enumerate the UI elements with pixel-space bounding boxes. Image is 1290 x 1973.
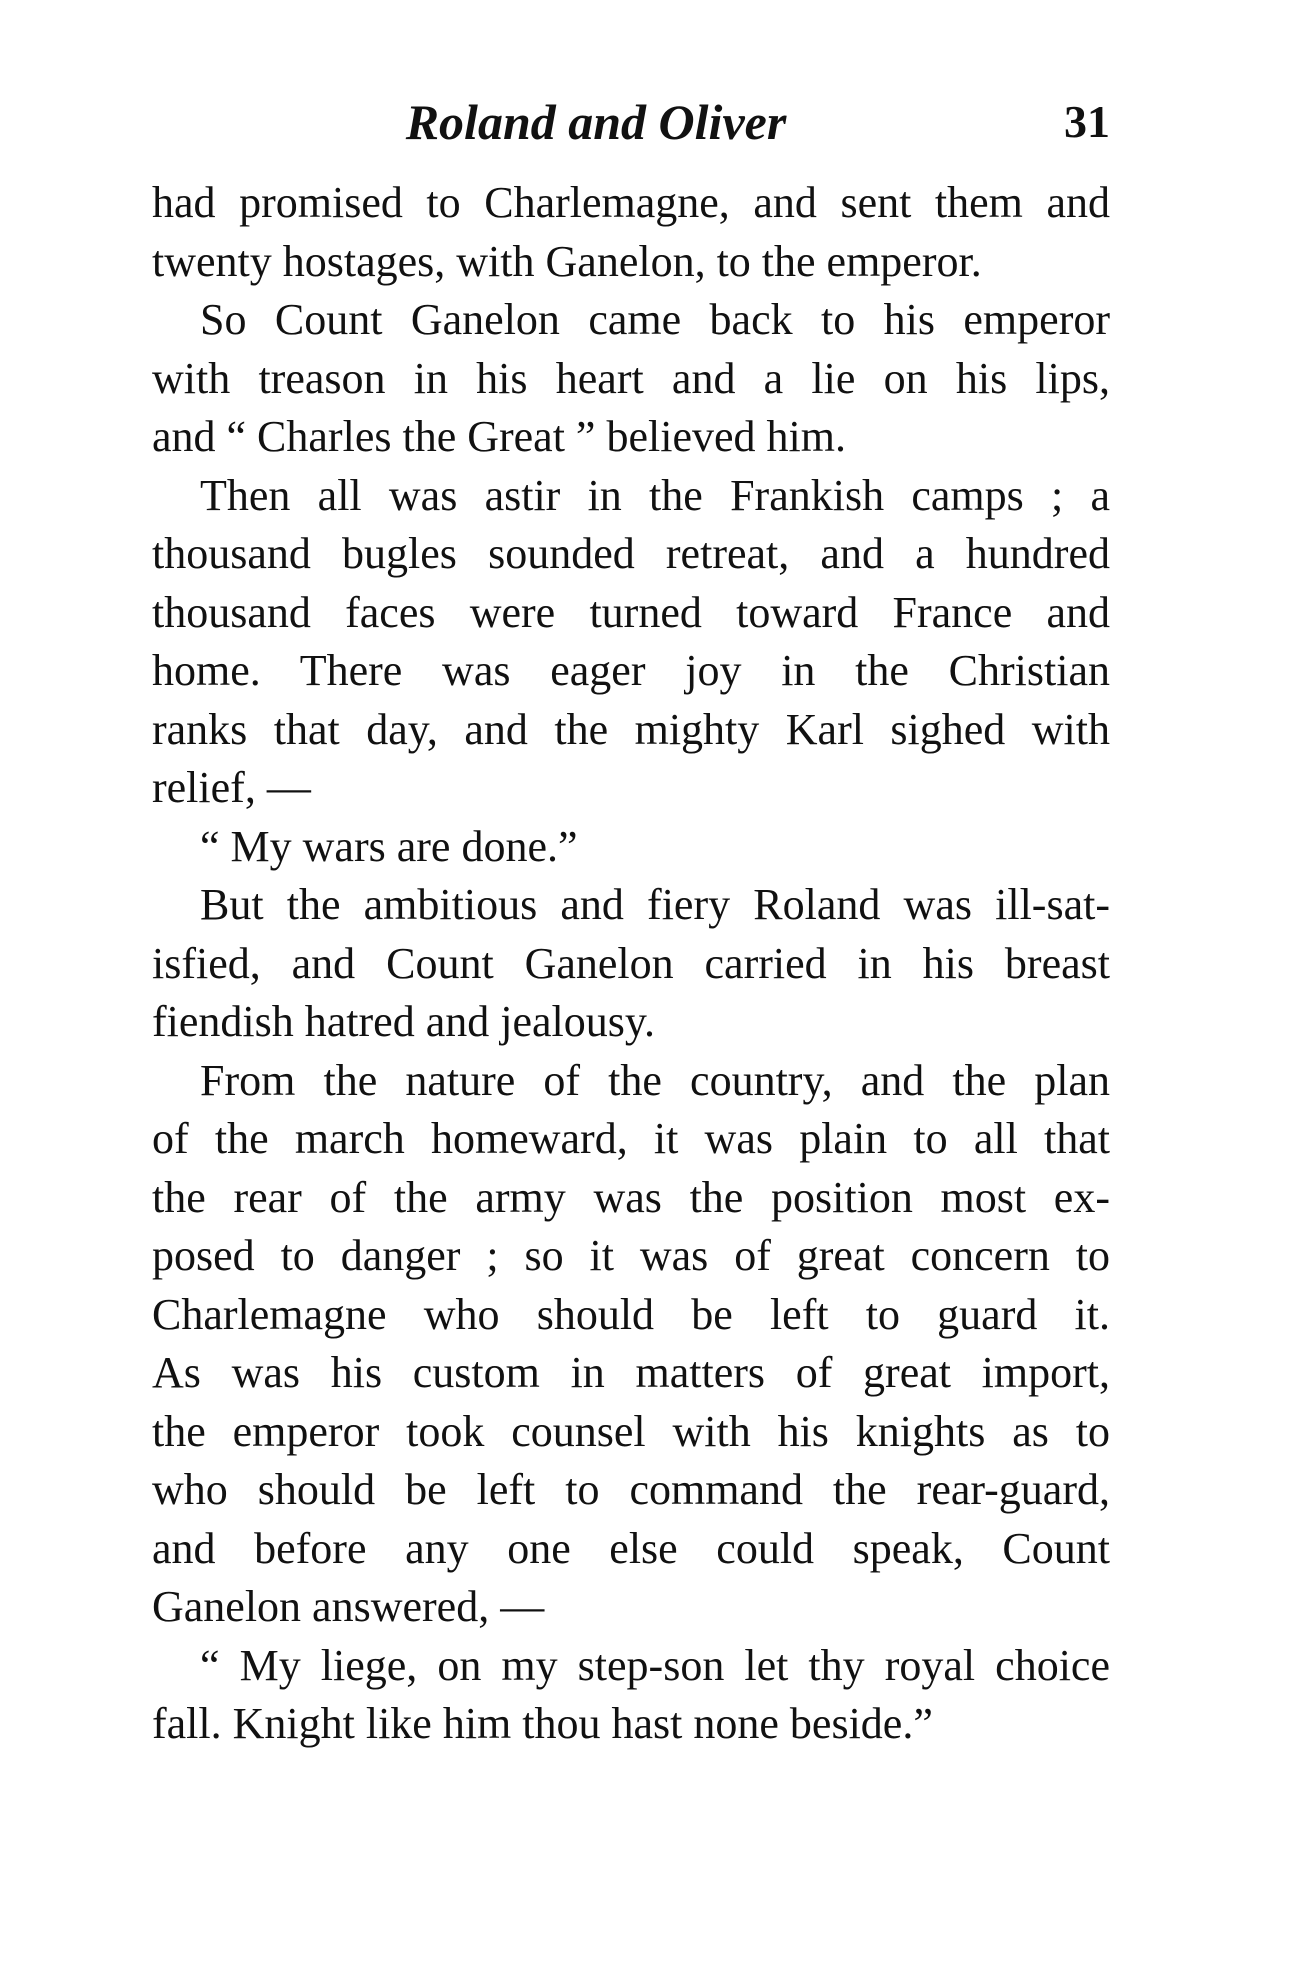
text-line: Then all was astir in the Frankish camps ; a: [200, 470, 1110, 520]
text-line: fiendish hatred and jealousy.: [152, 997, 655, 1046]
text-line: home. There was eager joy in the Christian: [152, 646, 1110, 695]
page-number: 31: [1064, 96, 1110, 147]
text-line: who should be left to command the rear-guard,: [152, 1465, 1110, 1514]
running-head: [152, 92, 1110, 152]
text-line: Charlemagne who should be left to guard it.: [152, 1289, 1110, 1339]
text-line: with treason in his heart and a lie on his lips,: [152, 353, 1110, 403]
text-line: isfied, and Count Ganelon carried in his breast: [152, 938, 1110, 988]
text-line: “ My wars are done.”: [200, 821, 578, 871]
text-line: So Count Ganelon came back to his emperor: [200, 295, 1110, 344]
text-line: and before any one else could speak, Count: [152, 1523, 1110, 1573]
text-line: ranks that day, and the mighty Karl sighed with: [152, 704, 1110, 754]
text-line: From the nature of the country, and the plan: [200, 1055, 1110, 1105]
text-line: “ My liege, on my step-son let thy royal choice: [200, 1640, 1110, 1690]
text-line: thousand bugles sounded retreat, and a hundred: [152, 529, 1110, 578]
text-line: the emperor took counsel with his knights as to: [152, 1406, 1110, 1456]
text-line: fall. Knight like him thou hast none beside.”: [152, 1699, 933, 1748]
body-text: [152, 174, 1110, 1754]
text-line: But the ambitious and fiery Roland was ill-sat-: [200, 880, 1110, 929]
text-line: posed to danger ; so it was of great concern to: [152, 1231, 1110, 1280]
text-line: and “ Charles the Great ” believed him.: [152, 412, 846, 461]
text-line: of the march homeward, it was plain to all that: [152, 1114, 1110, 1163]
text-line: As was his custom in matters of great import,: [152, 1348, 1110, 1397]
text-line: thousand faces were turned toward France and: [152, 587, 1110, 637]
running-title: Roland and Oliver: [405, 94, 787, 150]
text-line: twenty hostages, with Ganelon, to the emperor.: [152, 236, 982, 286]
text-line: the rear of the army was the position most ex-: [152, 1172, 1110, 1222]
text-line: had promised to Charlemagne, and sent them and: [152, 178, 1110, 227]
text-line: Ganelon answered, —: [152, 1582, 545, 1631]
text-line: relief, —: [152, 763, 311, 812]
